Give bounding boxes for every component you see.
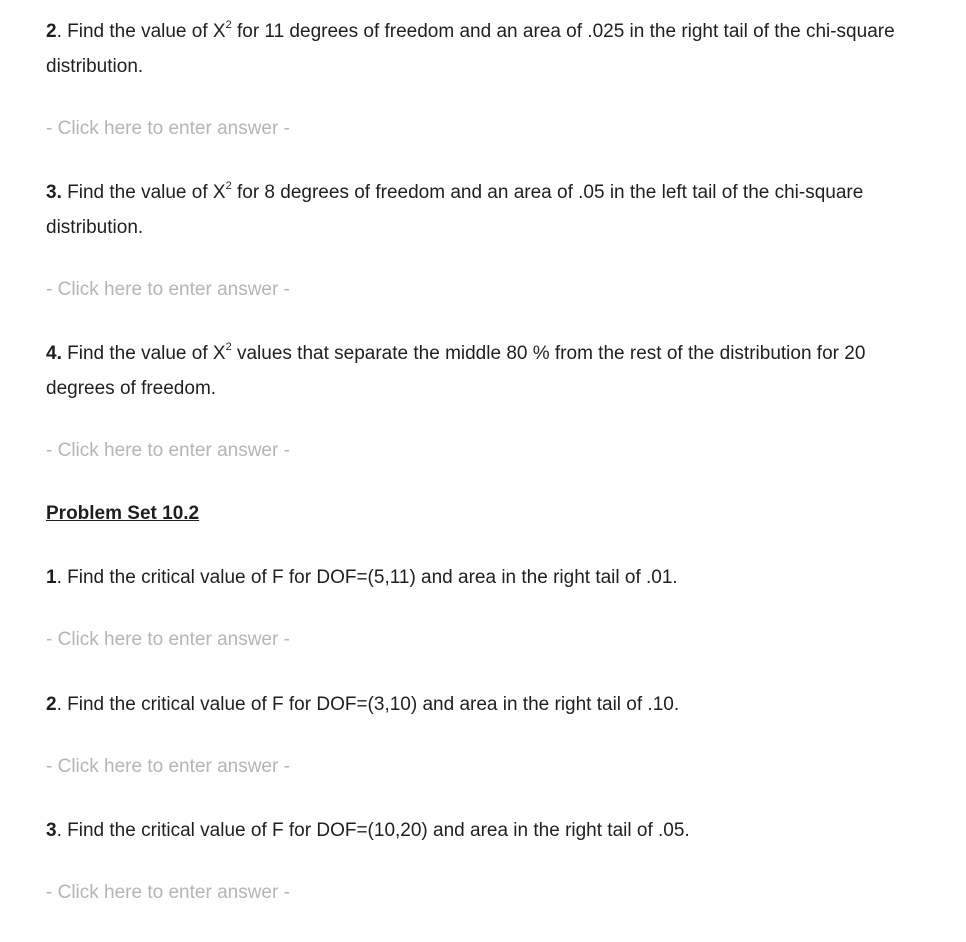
question-text: for 8 degrees of freedom and an area of .05 in the left tail of the chi-square distribution. — [46, 182, 864, 238]
superscript: 2 — [225, 19, 232, 31]
answer-field-set1-q2[interactable]: - Click here to enter answer - — [46, 118, 290, 139]
question-number: 2 — [46, 694, 57, 715]
answer-field-set1-q3[interactable]: - Click here to enter answer - — [46, 279, 290, 300]
answer-field-set2-q1[interactable]: - Click here to enter answer - — [46, 629, 290, 650]
question-text: . Find the critical value of F for DOF=(5,11) and area in the right tail of .01. — [56, 567, 678, 588]
question-1-f-critical — [46, 560, 926, 595]
superscript: 2 — [225, 341, 232, 353]
answer-field-set1-q4[interactable]: - Click here to enter answer - — [46, 440, 290, 461]
question-text: Find the value of X — [61, 343, 226, 364]
question-3-f-critical — [46, 813, 926, 848]
question-text: for 11 degrees of freedom and an area of .025 in the right tail of the chi-square distribution. — [46, 21, 895, 77]
question-number: 3. — [46, 182, 62, 203]
question-2-f-critical — [46, 687, 926, 722]
superscript: 2 — [225, 180, 232, 192]
answer-field-set2-q2[interactable]: - Click here to enter answer - — [46, 756, 290, 777]
question-3-chi-square-left-tail — [46, 175, 926, 245]
question-4-chi-square-middle — [46, 336, 926, 406]
question-number: 4. — [46, 343, 62, 364]
question-text: . Find the value of X — [56, 21, 226, 42]
question-2-chi-square-right-tail — [46, 14, 926, 84]
section-title: Problem Set 10.2 — [46, 503, 200, 524]
answer-field-set2-q3[interactable]: - Click here to enter answer - — [46, 882, 290, 903]
question-number: 2 — [46, 21, 57, 42]
question-text: . Find the critical value of F for DOF=(10,20) and area in the right tail of .05. — [56, 820, 690, 841]
question-text: values that separate the middle 80 % from the rest of the distribution for 20 degrees of freedom. — [46, 343, 866, 399]
question-text: . Find the critical value of F for DOF=(3,10) and area in the right tail of .10. — [56, 694, 680, 715]
question-number: 3 — [46, 820, 57, 841]
question-number: 1 — [46, 567, 57, 588]
question-text: Find the value of X — [61, 182, 226, 203]
